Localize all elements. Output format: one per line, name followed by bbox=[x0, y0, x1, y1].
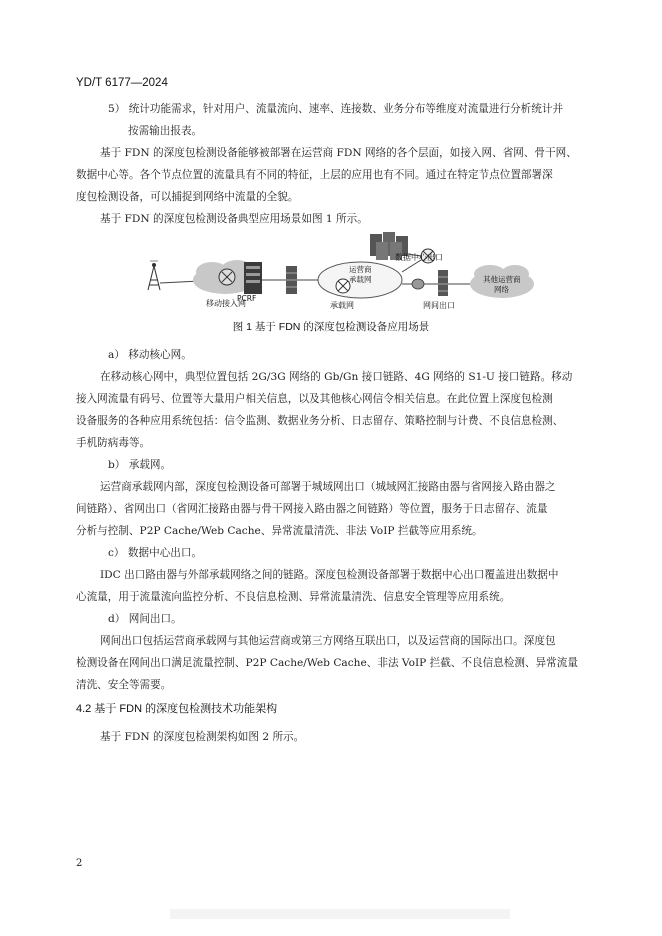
intro-figref: 基于 FDN 的深度包检测设备典型应用场景如图 1 所示。 bbox=[100, 213, 368, 225]
sec-d-line1: 网间出口包括运营商承载网与其他运营商或第三方网络互联出口，以及运营商的国际出口。深度包 bbox=[100, 635, 556, 647]
core-router-icon bbox=[336, 279, 350, 293]
item5-line1: 5） 统计功能需求，针对用户、流量流向、速率、连接数、业务分布等维度对流量进行分析统计并 bbox=[108, 103, 564, 115]
label-bearer-net: 承载网 bbox=[330, 301, 354, 310]
figure1-caption: 图 1 基于 FDN 的深度包检测设备应用场景 bbox=[232, 321, 430, 333]
sec-b-line3: 分析与控制、P2P Cache/Web Cache、异常流量清洗、非法 VoIP 拦截等应用系统。 bbox=[76, 525, 483, 537]
firewall-icon bbox=[286, 266, 297, 294]
antenna-icon bbox=[148, 261, 160, 290]
intro-line2: 数据中心等。各个节点位置的流量具有不同的特征，上层的应用也有不同。通过在特定节点位置部署深 bbox=[76, 169, 553, 181]
sec-c-line2: 心流量，用于流量流向监控分析、不良信息检测、异常流量清洗、信息安全管理等应用系统。 bbox=[76, 591, 511, 603]
label-dc-exit: 数据中心出口 bbox=[395, 253, 443, 262]
section-4-2-text: 基于 FDN 的深度包检测架构如图 2 所示。 bbox=[100, 731, 305, 743]
sec-a-line1: 在移动核心网中，典型位置包括 2G/3G 网络的 Gb/Gn 接口链路、4G 网络的 S1-U 接口链路。移动 bbox=[100, 371, 573, 383]
intro-line1: 基于 FDN 的深度包检测设备能够被部署在运营商 FDN 网络的各个层面，如接入网、省网、骨干网、 bbox=[100, 147, 577, 159]
sec-b-line1: 运营商承载网内部，深度包检测设备可部署于城域网出口（城域网汇接路由器与省网接入路由器之 bbox=[100, 481, 556, 493]
label-carrier-line2: 承载网 bbox=[349, 275, 372, 284]
figure1-diagram bbox=[140, 228, 540, 314]
label-other-line1: 其他运营商 bbox=[483, 275, 521, 284]
sec-b-title: b） 承载网。 bbox=[108, 459, 172, 471]
label-inter-exit: 网间出口 bbox=[423, 301, 455, 310]
pcrf-server-icon bbox=[244, 262, 262, 294]
page-number: 2 bbox=[76, 858, 83, 869]
label-other-line2: 网络 bbox=[494, 285, 509, 294]
sec-b-line2: 间链路）、省网出口（省网汇接路由器与骨干网接入路由器之间链路）等位置，服务于日志留存、流量 bbox=[76, 503, 548, 515]
router-icon bbox=[219, 269, 235, 285]
sec-a-line4: 手机防病毒等。 bbox=[76, 437, 151, 449]
sec-a-line3: 设备服务的各种应用系统包括：信令监测、数据业务分析、日志留存、策略控制与计费、不良信息检测、 bbox=[76, 415, 564, 427]
label-mobile-access: 移动接入网 bbox=[206, 299, 246, 308]
sec-c-title: c） 数据中心出口。 bbox=[108, 547, 203, 559]
sec-c-line1: IDC 出口路由器与外部承载网络之间的链路。深度包检测设备部署于数据中心出口覆盖进出数据中 bbox=[100, 569, 559, 581]
item5-line2: 按需输出报表。 bbox=[128, 125, 203, 137]
sec-d-line2: 检测设备在网间出口满足流量控制、P2P Cache/Web Cache、非法 VoIP 拦截、不良信息检测、异常流量 bbox=[76, 657, 578, 669]
sec-d-line3: 清洗、安全等需要。 bbox=[76, 679, 172, 691]
footer-watermark bbox=[170, 909, 510, 919]
exit-firewall-icon bbox=[438, 270, 448, 296]
section-4-2-heading: 4.2 基于 FDN 的深度包检测技术功能架构 bbox=[76, 703, 278, 715]
document-code: YD/T 6177—2024 bbox=[76, 77, 168, 89]
sec-d-title: d） 网间出口。 bbox=[108, 613, 182, 625]
sec-a-title: a） 移动核心网。 bbox=[108, 349, 192, 361]
sec-a-line2: 接入网流量有码号、位置等大量用户相关信息，以及其他核心网信令相关信息。在此位置上深度包检测 bbox=[76, 393, 553, 405]
label-carrier-line1: 运营商 bbox=[349, 265, 372, 274]
exit-router-icon bbox=[412, 279, 424, 289]
intro-line3: 度包检测设备，可以捕捉到网络中流量的全貌。 bbox=[76, 191, 299, 203]
label-pcrf: PCRF bbox=[237, 294, 257, 303]
